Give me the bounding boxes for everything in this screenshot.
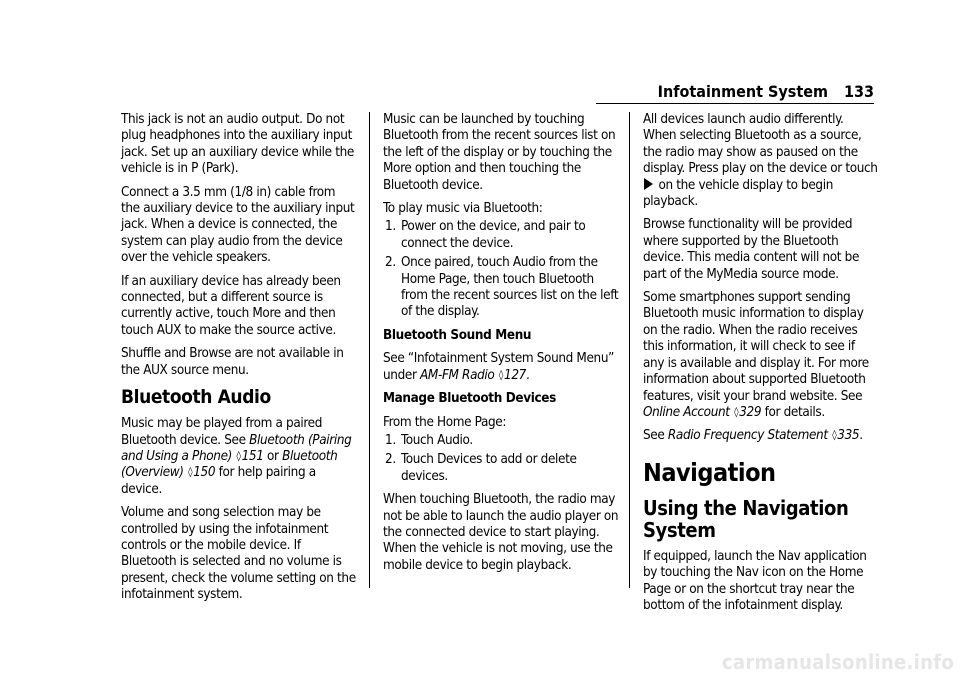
page-ref-arrow-icon: ◊ (188, 467, 193, 479)
column-2 (383, 112, 619, 581)
play-steps-list (383, 219, 619, 320)
list-item: 2. Once paired, touch Audio from the Home Page, then touch Bluetooth from the recent sources list on the left of the display. (385, 255, 619, 320)
header-title: Infotainment System (657, 82, 828, 101)
column-divider-1 (369, 112, 370, 588)
radio-frequency-paragraph: See Radio Frequency Statement ◊335. (643, 428, 863, 444)
list-item: 2. Touch Devices to add or delete devices. (385, 452, 577, 484)
page-header (596, 82, 874, 104)
page-ref-arrow-icon: ◊ (498, 369, 503, 381)
manage-steps-list (383, 433, 619, 485)
aux-warning-paragraph: This jack is not an audio output. Do not plug headphones into the auxiliary input jack. Set up an auxiliary device while the vehicle is in P (Park). (121, 112, 354, 177)
browse-paragraph: Browse functionality will be provided where supported by the Bluetooth device. This media content will not be part of the MyMedia source mode. (643, 217, 860, 282)
pairing-link[interactable]: Bluetooth (Pairing and Using a Phone) (121, 432, 352, 464)
column-3 (643, 112, 879, 621)
header-rule (596, 103, 874, 104)
bluetooth-audio-heading: Bluetooth Audio (121, 386, 271, 409)
page-ref-arrow-icon: ◊ (734, 406, 739, 418)
page-ref-335[interactable]: 335 (837, 428, 860, 444)
aux-connect-paragraph: Connect a 3.5 mm (1/8 in) cable from the auxiliary device to the auxiliary input jack. When a device is connected, the system can play audio from the device over the vehicle speakers. (121, 184, 355, 266)
aux-shuffle-paragraph: Shuffle and Browse are not available in the AUX source menu. (121, 346, 344, 378)
launch-music-paragraph: Music can be launched by touching Bluetooth from the recent sources list on the left of the display or by touching the More option and then touching the Bluetooth device. (383, 112, 616, 193)
watermark: carmanualsonline.info (721, 650, 954, 674)
play-via-bluetooth-intro: To play music via Bluetooth: (383, 201, 543, 217)
navigation-heading: Navigation (643, 457, 776, 487)
am-fm-radio-link[interactable]: AM-FM Radio (420, 367, 495, 383)
home-page-intro: From the Home Page: (383, 414, 507, 430)
list-item: 1. Touch Audio. (385, 432, 473, 448)
online-account-link[interactable]: Online Account (643, 404, 730, 420)
smartphone-paragraph: Some smartphones support sending Bluetooth music information to display on the radio. When the radio receives this information, it will check to see if any is available and display it. For more information about supported Bluetooth features, visit your brand website. See Online Account ◊329 for details. (643, 290, 869, 420)
bluetooth-overview-link[interactable]: Bluetooth (Overview) (121, 448, 338, 481)
manage-devices-heading: Manage Bluetooth Devices (383, 391, 556, 407)
using-navigation-heading: Using the Navigation System (643, 495, 849, 542)
list-item: 1. Power on the device, and pair to connect the device. (385, 219, 586, 251)
radio-frequency-link[interactable]: Radio Frequency Statement (667, 428, 828, 444)
page-ref-329[interactable]: 329 (739, 404, 762, 420)
column-divider-2 (629, 112, 630, 588)
launch-audio-paragraph: All devices launch audio differently. When selecting Bluetooth as a source, the radio may show as paused on the display. Press play on the device or touch on the vehicle display to begin playback. (643, 112, 878, 210)
sound-menu-heading: Bluetooth Sound Menu (383, 327, 532, 343)
sound-menu-paragraph: See “Infotainment System Sound Menu” under AM-FM Radio ◊127. (383, 351, 614, 383)
page-number: 133 (843, 82, 874, 101)
bluetooth-pairing-paragraph: Music may be played from a paired Bluetooth device. See Bluetooth (Pairing and Using a Phone) ◊151 or Bluetooth (Overview) ◊150 for help pairing a device. (121, 416, 352, 497)
page-ref-150[interactable]: 150 (193, 465, 216, 481)
play-icon (644, 178, 653, 190)
aux-source-paragraph: If an auxiliary device has already been connected, but a different source is currently active, touch More and then touch AUX to make the source active. (121, 273, 341, 338)
playback-note-paragraph: When touching Bluetooth, the radio may not be able to launch the audio player on the connected device to start playing. When the vehicle is not moving, use the mobile device to begin playback. (383, 492, 619, 573)
nav-launch-paragraph: If equipped, launch the Nav application by touching the Nav icon on the Home Page or on the shortcut tray near the bottom of the infotainment display. (643, 548, 867, 613)
volume-paragraph: Volume and song selection may be controlled by using the infotainment controls or the mobile device. If Bluetooth is selected and no volume is present, check the volume setting on the infotainment system. (121, 505, 356, 603)
column-1 (121, 112, 357, 611)
page-ref-127[interactable]: 127 (504, 367, 526, 383)
page-ref-arrow-icon: ◊ (832, 430, 837, 442)
page-ref-151[interactable]: 151 (241, 448, 264, 464)
page-ref-arrow-icon: ◊ (236, 450, 241, 462)
